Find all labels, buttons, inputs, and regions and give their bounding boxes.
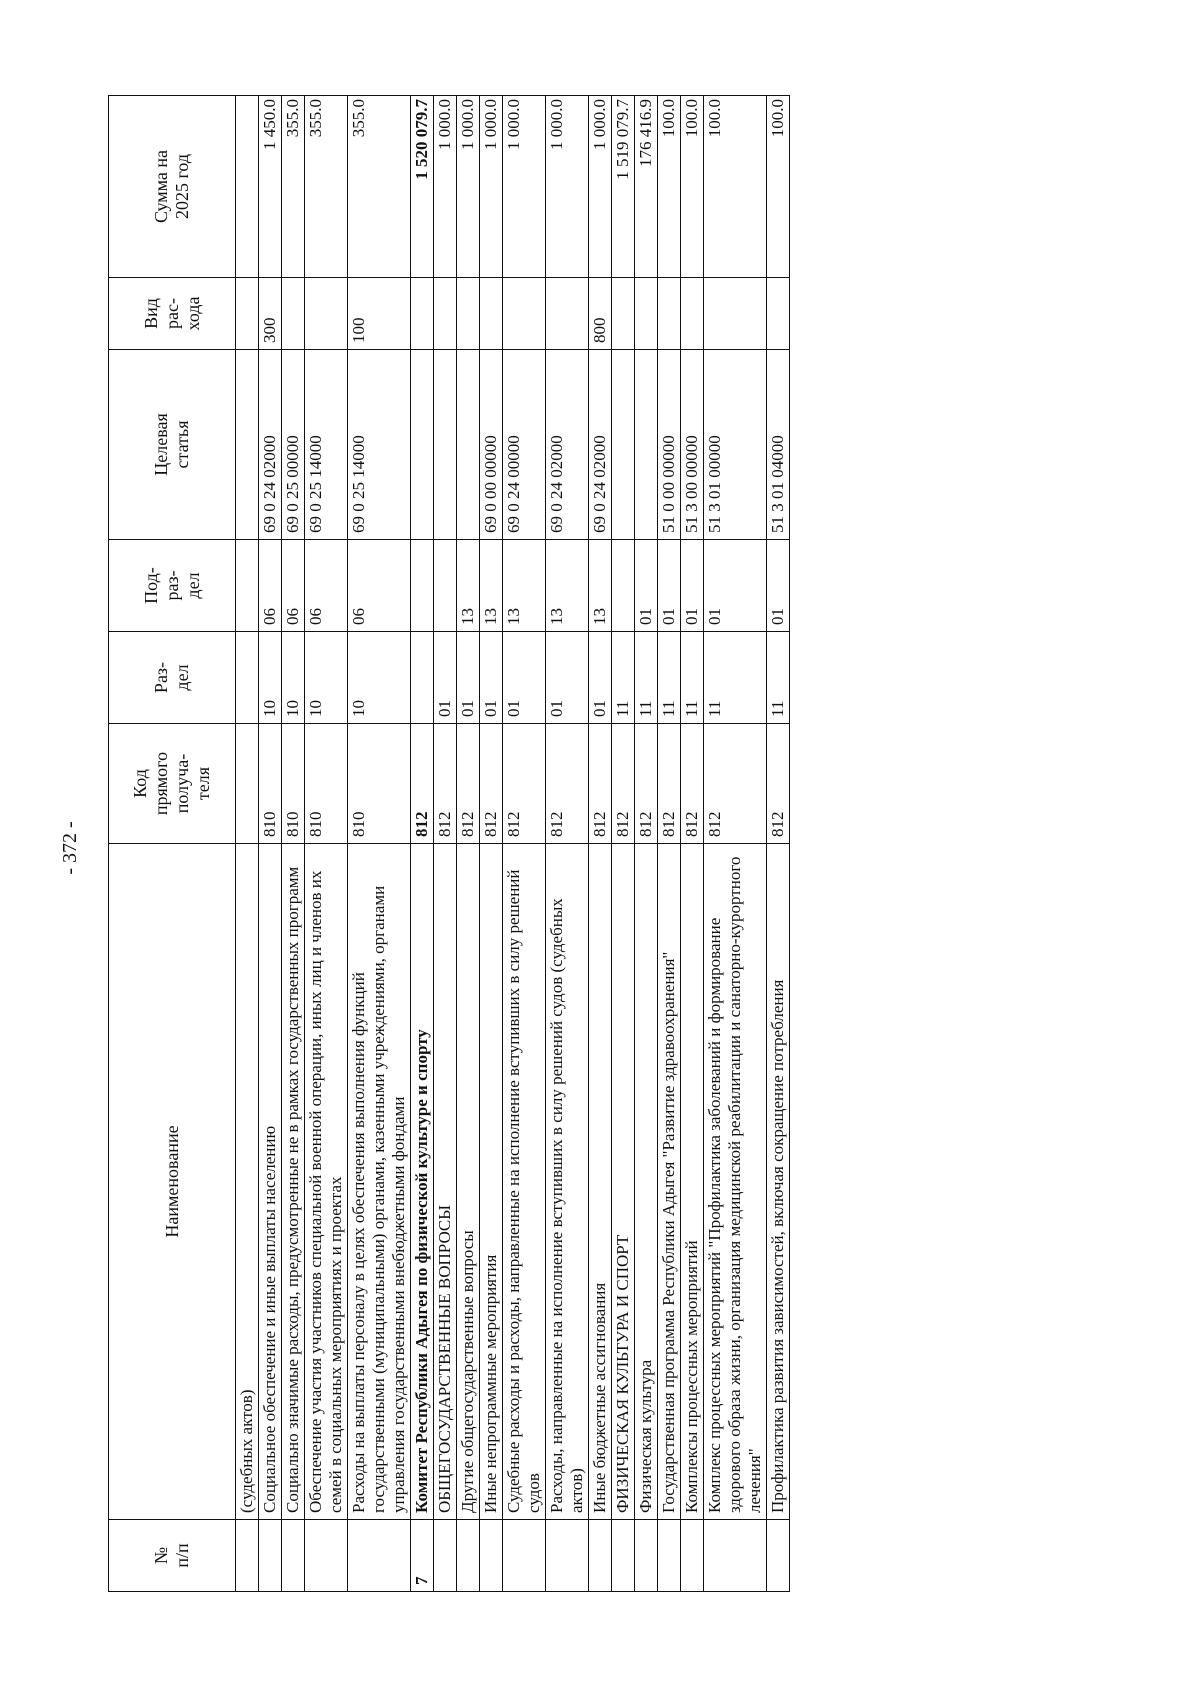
cell-name: Другие общегосударственные вопросы — [457, 844, 480, 1520]
cell-name: Профилактика развития зависимостей, включая сокращение потребления — [767, 844, 790, 1520]
cell-num — [681, 1520, 704, 1592]
cell-subsection: 01 — [767, 540, 790, 632]
cell-name: Комплексы процессных мероприятий — [681, 844, 704, 1520]
cell-subsection: 01 — [681, 540, 704, 632]
cell-subsection — [612, 540, 635, 632]
cell-expense-type — [282, 278, 305, 350]
table-row — [589, 96, 612, 1592]
header-subsection — [109, 540, 236, 632]
cell-subsection: 01 — [704, 540, 767, 632]
cell-name: ФИЗИЧЕСКАЯ КУЛЬТУРА И СПОРТ — [612, 844, 635, 1520]
cell-ministry-code: 810 — [305, 724, 348, 844]
cell-target-article: 69 0 24 02000 — [259, 350, 282, 540]
cell-section: 10 — [305, 632, 348, 724]
cell-ministry-code: 812 — [635, 724, 658, 844]
table-row — [411, 96, 434, 1592]
cell-num — [259, 1520, 282, 1592]
cell-section: 11 — [704, 632, 767, 724]
cell-num — [457, 1520, 480, 1592]
cell-ministry-code: 812 — [589, 724, 612, 844]
header-section-text: Раз- дел — [151, 661, 192, 694]
header-expense-type — [109, 278, 236, 350]
cell-name: Обеспечение участия участников специальной военной операции, иных лиц и членов их семей в социальных мероприятиях и проектах — [305, 844, 348, 1520]
header-subsection-text: Под- раз- дел — [140, 567, 203, 604]
cell-ministry-code: 812 — [434, 724, 457, 844]
cell-subsection — [434, 540, 457, 632]
cell-section — [411, 632, 434, 724]
cell-name: Государственная программа Республики Адыгея "Развитие здравоохранения" — [658, 844, 681, 1520]
cell-amount: 1 000.0 — [480, 96, 503, 278]
cell-num — [348, 1520, 411, 1592]
cell-ministry-code: 810 — [282, 724, 305, 844]
cell-name: Комплекс процессных мероприятий "Профилактика заболеваний и формирование здорового образа жизни, организация медицинской реабилитации и санаторно-курортного лечения" — [704, 844, 767, 1520]
cell-ministry-code: 812 — [767, 724, 790, 844]
cell-subsection: 01 — [658, 540, 681, 632]
cell-target-article: 51 3 00 00000 — [681, 350, 704, 540]
cell-subsection: 01 — [635, 540, 658, 632]
cell-section: 11 — [612, 632, 635, 724]
cell-name: Физическая культура — [635, 844, 658, 1520]
cell-ministry-code: 812 — [457, 724, 480, 844]
cell-expense-type — [305, 278, 348, 350]
cell-target-article: 69 0 00 00000 — [480, 350, 503, 540]
cell-section: 01 — [457, 632, 480, 724]
cell-expense-type — [480, 278, 503, 350]
table-row — [282, 96, 305, 1592]
cell-ministry-code: 812 — [411, 724, 434, 844]
header-expense-text: Вид рас- хода — [140, 296, 203, 331]
cell-target-article: 69 0 25 14000 — [305, 350, 348, 540]
cell-ministry-code — [236, 724, 259, 844]
cell-ministry-code: 812 — [704, 724, 767, 844]
cell-name: Расходы на выплаты персоналу в целях обеспечения выполнения функций государственными (муниципальными) органами, казенными учреждениями, органами управления государственными внебюджетными фондами — [348, 844, 411, 1520]
cell-amount: 100.0 — [767, 96, 790, 278]
cell-target-article: 51 0 00 00000 — [658, 350, 681, 540]
header-target-article — [109, 350, 236, 540]
header-num — [109, 1520, 236, 1592]
cell-num — [589, 1520, 612, 1592]
cell-ministry-code: 812 — [681, 724, 704, 844]
cell-amount: 176 416.9 — [635, 96, 658, 278]
header-amount-text: Сумма на 2025 год — [151, 149, 192, 224]
cell-amount: 1 000.0 — [503, 96, 546, 278]
cell-expense-type: 300 — [259, 278, 282, 350]
cell-amount — [236, 96, 259, 278]
cell-expense-type — [658, 278, 681, 350]
cell-num — [658, 1520, 681, 1592]
cell-target-article — [457, 350, 480, 540]
header-ministry-code — [109, 724, 236, 844]
cell-section — [236, 632, 259, 724]
cell-name: Иные непрограммные мероприятия — [480, 844, 503, 1520]
header-name-text: Наименование — [161, 1125, 182, 1238]
cell-amount: 355.0 — [348, 96, 411, 278]
cell-num — [236, 1520, 259, 1592]
cell-num — [704, 1520, 767, 1592]
cell-section: 10 — [259, 632, 282, 724]
cell-num — [480, 1520, 503, 1592]
table-body — [236, 96, 790, 1592]
cell-amount: 1 519 079.7 — [612, 96, 635, 278]
cell-section: 11 — [635, 632, 658, 724]
cell-subsection: 06 — [305, 540, 348, 632]
cell-name: ОБЩЕГОСУДАРСТВЕННЫЕ ВОПРОСЫ — [434, 844, 457, 1520]
cell-section: 01 — [480, 632, 503, 724]
cell-subsection: 13 — [546, 540, 589, 632]
cell-expense-type — [612, 278, 635, 350]
cell-target-article — [612, 350, 635, 540]
header-num-text: № п/п — [151, 1543, 192, 1568]
cell-amount: 1 000.0 — [589, 96, 612, 278]
cell-name: Комитет Республики Адыгея по физической культуре и спорту — [411, 844, 434, 1520]
cell-num — [612, 1520, 635, 1592]
cell-subsection — [236, 540, 259, 632]
cell-name: Социально значимые расходы, предусмотренные не в рамках государственных программ — [282, 844, 305, 1520]
budget-table — [108, 95, 790, 1592]
cell-section: 01 — [589, 632, 612, 724]
table-row — [503, 96, 546, 1592]
cell-expense-type — [635, 278, 658, 350]
header-amount-2025 — [109, 96, 236, 278]
cell-name: Социальное обеспечение и иные выплаты населению — [259, 844, 282, 1520]
cell-section: 10 — [348, 632, 411, 724]
table-row — [681, 96, 704, 1592]
cell-expense-type — [546, 278, 589, 350]
cell-ministry-code: 812 — [503, 724, 546, 844]
cell-subsection: 13 — [457, 540, 480, 632]
cell-section: 01 — [546, 632, 589, 724]
cell-expense-type — [457, 278, 480, 350]
cell-expense-type — [704, 278, 767, 350]
header-name — [109, 844, 236, 1520]
cell-num — [546, 1520, 589, 1592]
cell-subsection: 13 — [480, 540, 503, 632]
cell-target-article: 69 0 25 00000 — [282, 350, 305, 540]
cell-subsection — [411, 540, 434, 632]
cell-target-article — [434, 350, 457, 540]
cell-target-article: 51 3 01 00000 — [704, 350, 767, 540]
cell-target-article — [236, 350, 259, 540]
cell-amount: 100.0 — [681, 96, 704, 278]
cell-ministry-code: 810 — [348, 724, 411, 844]
cell-expense-type — [503, 278, 546, 350]
cell-num — [503, 1520, 546, 1592]
table-row — [259, 96, 282, 1592]
cell-target-article — [635, 350, 658, 540]
cell-ministry-code: 810 — [259, 724, 282, 844]
cell-target-article — [411, 350, 434, 540]
cell-expense-type — [236, 278, 259, 350]
cell-section: 01 — [434, 632, 457, 724]
table-row — [348, 96, 411, 1592]
header-section — [109, 632, 236, 724]
cell-expense-type: 100 — [348, 278, 411, 350]
cell-section: 01 — [503, 632, 546, 724]
cell-expense-type — [681, 278, 704, 350]
cell-name: Иные бюджетные ассигнования — [589, 844, 612, 1520]
cell-amount: 1 000.0 — [457, 96, 480, 278]
cell-amount: 1 000.0 — [434, 96, 457, 278]
cell-ministry-code: 812 — [658, 724, 681, 844]
header-target-text: Целевая статья — [151, 413, 192, 476]
table-row — [658, 96, 681, 1592]
table-row — [767, 96, 790, 1592]
cell-amount: 1 000.0 — [546, 96, 589, 278]
cell-subsection: 06 — [259, 540, 282, 632]
cell-target-article: 69 0 24 02000 — [546, 350, 589, 540]
table-row — [305, 96, 348, 1592]
cell-subsection: 13 — [503, 540, 546, 632]
cell-num — [767, 1520, 790, 1592]
cell-amount: 1 450.0 — [259, 96, 282, 278]
cell-section: 11 — [658, 632, 681, 724]
cell-expense-type — [434, 278, 457, 350]
cell-expense-type — [411, 278, 434, 350]
page-number: - 372 - — [59, 821, 81, 875]
table-row — [434, 96, 457, 1592]
cell-subsection: 13 — [589, 540, 612, 632]
cell-ministry-code: 812 — [546, 724, 589, 844]
table-row — [546, 96, 589, 1592]
cell-target-article: 69 0 24 02000 — [589, 350, 612, 540]
cell-num — [434, 1520, 457, 1592]
cell-section: 11 — [681, 632, 704, 724]
cell-name: Судебные расходы и расходы, направленные на исполнение вступивших в силу решений судов — [503, 844, 546, 1520]
cell-amount: 100.0 — [658, 96, 681, 278]
cell-num — [305, 1520, 348, 1592]
cell-num — [635, 1520, 658, 1592]
cell-target-article: 51 3 01 04000 — [767, 350, 790, 540]
cell-num — [282, 1520, 305, 1592]
cell-target-article: 69 0 25 14000 — [348, 350, 411, 540]
cell-target-article: 69 0 24 00000 — [503, 350, 546, 540]
cell-amount: 355.0 — [282, 96, 305, 278]
rotated-page — [108, 96, 1060, 1592]
cell-num: 7 — [411, 1520, 434, 1592]
cell-expense-type: 800 — [589, 278, 612, 350]
cell-expense-type — [767, 278, 790, 350]
header-ministry-text: Код прямого получа- теля — [130, 751, 213, 816]
cell-subsection: 06 — [282, 540, 305, 632]
cell-section: 10 — [282, 632, 305, 724]
table-row — [457, 96, 480, 1592]
cell-amount: 1 520 079.7 — [411, 96, 434, 278]
cell-ministry-code: 812 — [612, 724, 635, 844]
table-row — [635, 96, 658, 1592]
table-row — [236, 96, 259, 1592]
table-header-row — [109, 96, 236, 1592]
cell-name: (судебных актов) — [236, 844, 259, 1520]
cell-amount: 355.0 — [305, 96, 348, 278]
cell-subsection: 06 — [348, 540, 411, 632]
table-row — [612, 96, 635, 1592]
cell-ministry-code: 812 — [480, 724, 503, 844]
cell-name: Расходы, направленные на исполнение вступивших в силу решений судов (судебных актов) — [546, 844, 589, 1520]
table-row — [480, 96, 503, 1592]
table-row — [704, 96, 767, 1592]
cell-amount: 100.0 — [704, 96, 767, 278]
cell-section: 11 — [767, 632, 790, 724]
